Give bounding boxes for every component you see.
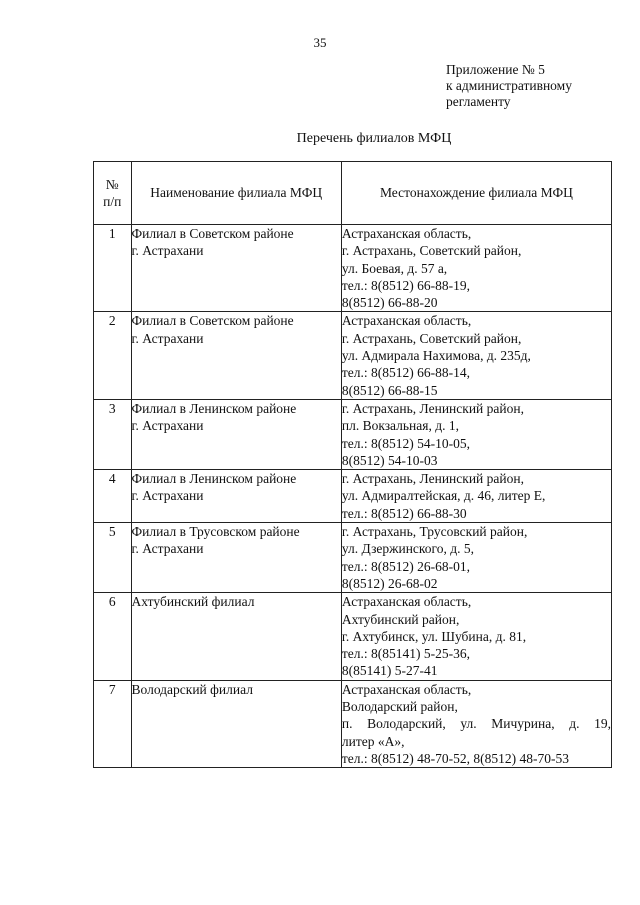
appendix-line: к административному [446,78,572,93]
branch-name [131,312,341,399]
location-line: тел.: 8(8512) 66-88-14, [341,365,470,381]
branch-name-line: Филиал в Трусовском районе [131,524,300,540]
branch-name-line: г. Астрахани [131,243,204,259]
header-number-line: № [105,176,119,192]
branch-location [341,470,611,523]
branch-name-line: г. Астрахани [131,488,204,504]
location-line: г. Астрахань, Советский район, [341,330,522,346]
header-branch-location: Местонахождение филиала МФЦ [341,162,611,225]
location-line: г. Ахтубинск, ул. Шубина, д. 81, [341,628,527,644]
appendix-line: регламенту [446,94,511,109]
header-number [94,162,132,225]
table-row [94,523,612,593]
table-header-row [94,162,612,225]
branch-location [341,593,611,680]
location-line: г. Астрахань, Ленинский район, [341,400,524,416]
location-line: п. Володарский, ул. Мичурина, д. 19, [341,716,611,732]
header-number-line: п/п [103,194,122,209]
branch-name [131,225,341,312]
row-number: 5 [94,523,132,593]
location-line: ул. Дзержинского, д. 5, [341,541,474,557]
row-number: 6 [94,593,132,680]
location-line: ул. Адмирала Нахимова, д. 235д, [341,348,531,364]
row-number: 3 [94,399,132,469]
branch-name [131,399,341,469]
row-number: 4 [94,470,132,523]
location-line: Астраханская область, [341,313,472,329]
branch-location [341,680,611,767]
location-line: г. Астрахань, Трусовский район, [341,524,528,540]
location-line: Астраханская область, [341,226,472,241]
appendix-note [446,62,572,110]
table-row [94,593,612,680]
branch-location [341,312,611,399]
location-line: тел.: 8(8512) 48-70-52, 8(8512) 48-70-53 [341,750,569,766]
branch-location [341,225,611,312]
appendix-line: Приложение № 5 [446,62,545,77]
branch-name [131,680,341,767]
row-number: 2 [94,312,132,399]
row-number: 7 [94,680,132,767]
page-number: 35 [313,35,327,50]
location-line: г. Астрахань, Ленинский район, [341,471,524,487]
location-line: Ахтубинский район, [341,611,460,627]
location-line: 8(8512) 66-88-15 [341,382,438,398]
table-row [94,470,612,523]
branch-name [131,470,341,523]
location-line: тел.: 8(8512) 66-88-30 [341,505,467,521]
document-title: Перечень филиалов МФЦ [296,131,452,146]
location-line: ул. Боевая, д. 57 а, [341,260,448,276]
branches-table [93,161,612,768]
location-line: 8(8512) 26-68-02 [341,575,438,591]
location-line: 8(85141) 5-27-41 [341,663,438,679]
branch-name-line: Филиал в Советском районе [131,313,294,329]
branch-name-line: Филиал в Советском районе [131,226,294,241]
table-row [94,680,612,767]
branch-name-line: г. Астрахани [131,330,204,346]
header-branch-name: Наименование филиала МФЦ [131,162,341,225]
table-row [94,225,612,312]
branch-location [341,399,611,469]
location-line: 8(8512) 54-10-03 [341,452,438,468]
location-line: Астраханская область, [341,681,472,697]
branch-name-line: г. Астрахани [131,541,204,557]
location-line: тел.: 8(8512) 26-68-01, [341,558,470,574]
branch-name-line: г. Астрахани [131,418,204,434]
location-line: тел.: 8(85141) 5-25-36, [341,646,470,662]
location-line: Володарский район, [341,699,458,715]
branch-name [131,523,341,593]
table-row [94,399,612,469]
branch-name-line: Филиал в Ленинском районе [131,471,297,487]
branch-location [341,523,611,593]
location-line: ул. Адмиралтейская, д. 46, литер Е, [341,488,546,504]
table-row [94,312,612,399]
row-number: 1 [94,225,132,312]
location-line: пл. Вокзальная, д. 1, [341,418,459,434]
location-line: 8(8512) 66-88-20 [341,295,438,311]
branch-name-line: Володарский филиал [131,681,253,697]
branch-name-line: Филиал в Ленинском районе [131,400,297,416]
location-line: литер «А», [341,733,405,749]
branch-name-line: Ахтубинский филиал [131,594,255,610]
branch-name [131,593,341,680]
location-line: г. Астрахань, Советский район, [341,243,522,259]
location-line: Астраханская область, [341,594,472,610]
location-line: тел.: 8(8512) 66-88-19, [341,277,470,293]
location-line: тел.: 8(8512) 54-10-05, [341,435,470,451]
